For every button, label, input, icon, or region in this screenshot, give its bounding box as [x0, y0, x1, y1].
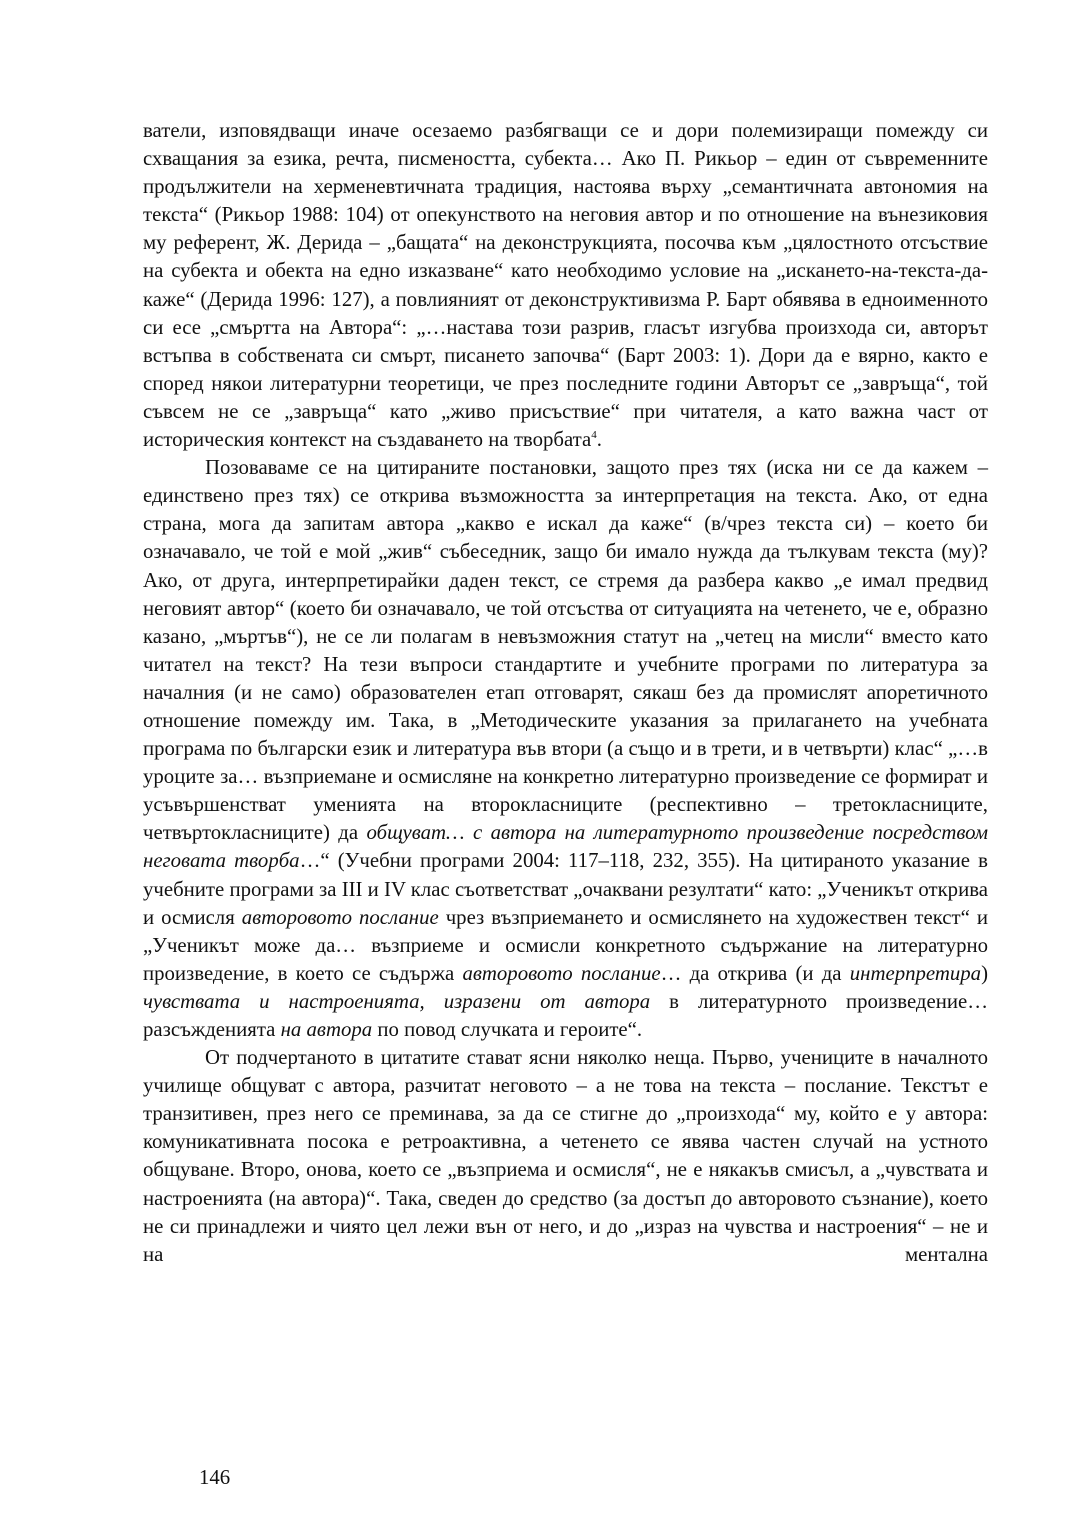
italic-text: чувствата и настроенията, изразени от автора: [143, 989, 651, 1013]
text-run: .: [596, 428, 602, 452]
text-run: … да открива (и да: [660, 961, 850, 985]
italic-text: авторовото послание: [241, 905, 439, 929]
text-run: Позоваваме се на цитираните постановки, защото през тях (иска ни се да кажем – единствено през тях) се открива възможността за интерпретация на текста. Ако, от една страна, мога да запитам автора „какво е искал да каже“ (в/чрез текста си) – което би означавало, че той е мой „жив“ събеседник, защо би имало нужда да тълкувам текста (му)? Ако, от друга, интерпретирайки даден текст, се стремя да разбера какво „е имал предвид неговият автор“ (което би означавало, че той отсъства от ситуацията на четенето, че е, образно казано, „мъртъв“), не се ли полагам в невъзможния статут на „четец на мисли“ вместо като читател на текст? На тези въпроси стандартите и учебните програми по литература за началния (и не само) образователен етап отговарят, сякаш без да промислят апоретичното отношение помежду им. Така, в „Методическите указания за прилагането на учебната програма по български език и литература във втори (а също и в трети, и в четвърти) клас“ „…в уроците за… възприемане и осмисляне на конкретно литературно произведение се формират и усъвършенстват уменията на второкласниците (респективно – третокласниците, четвъртокласниците) да: [143, 456, 988, 845]
text-run: в литературното произведение… разсъжденията: [143, 989, 988, 1041]
italic-text: авторовото послание: [462, 961, 661, 985]
paragraph-1: [143, 117, 988, 454]
text-run: чрез възприемането и осмислянето на художествен текст“ и „Ученикът може да… възприеме и осмисли конкретното съдържание на литературно произведение, в което се съдържа: [143, 905, 988, 985]
text-run: …“ (Учебни програми 2004: 117–118, 232, 355). На цитираното указание в учебните програми за III и IV клас съответстват „очаквани резултати“ като: „Ученикът открива и осмисля: [143, 849, 988, 929]
text-run: От подчертаното в цитатите стават ясни няколко неща. Първо, учениците в началното училище общуват с автора, разчитат неговото – а не това на текста – послание. Текстът е транзитивен, през него се преминава, за да се стигне до „произхода“ му, който е у автора: комуникативната посока е ретроактивна, а четенето се явява частен случай на устното общуване. Второ, онова, което се „възприема и осмисля“, не е някакъв смисъл, а „чувствата и настроенията (на автора)“. Така, сведен до средство (за достъп до авторовото съзнание), което не си принадлежи и чиято цел лежи вън от него, и до „израз на чувства и настроения“ – не и на ментална: [143, 1046, 988, 1266]
text-run: ): [981, 961, 989, 985]
text-run: ватели, изповядващи иначе осезаемо разбягващи се и дори полемизиращи помежду си схващания за езика, речта, писмеността, субекта… Ако П. Рикьор – един от съвременните продължители на херменевтичната традиция, настоява върху „семантичната автономия на текста“ (Рикьор 1988: 104) от опекунството на неговия автор и по отношение на вънезиковия му референт, Ж. Дерида – „бащата“ на деконструкцията, посочва към „цялостното отсъствие на субекта и обекта на едно изказване“ като необходимо условие на „искането-на-текста-да-каже“ (Дерида 1996: 127), а повлияният от деконструктивизма Р. Барт обявява в едноименното си есе „смъртта на Автора“: „…настава този разрив, гласът изгубва произхода си, авторът встъпва в собствената си смърт, писането започва“ (Барт 2003: 1). Дори да е вярно, както е според някои литературни теоретици, че през последните години Авторът се „завръща“, той съвсем не се „завръща“ като „живо присъствие“ при читателя, а като важна част от историческия контекст на създаването на творбата: [143, 119, 988, 452]
paragraph-3: [143, 1044, 988, 1269]
italic-text: общуват… с автора на литературното произведение посредством неговата творба: [143, 821, 988, 873]
body-text: [143, 117, 988, 1269]
footnote-ref: 4: [591, 429, 597, 442]
page-number: 146: [199, 1466, 231, 1489]
paragraph-2: [143, 454, 988, 1044]
text-run: по повод случката и героите“.: [372, 1018, 643, 1041]
italic-text: интерпретира: [849, 961, 982, 985]
italic-text: на автора: [280, 1018, 373, 1041]
